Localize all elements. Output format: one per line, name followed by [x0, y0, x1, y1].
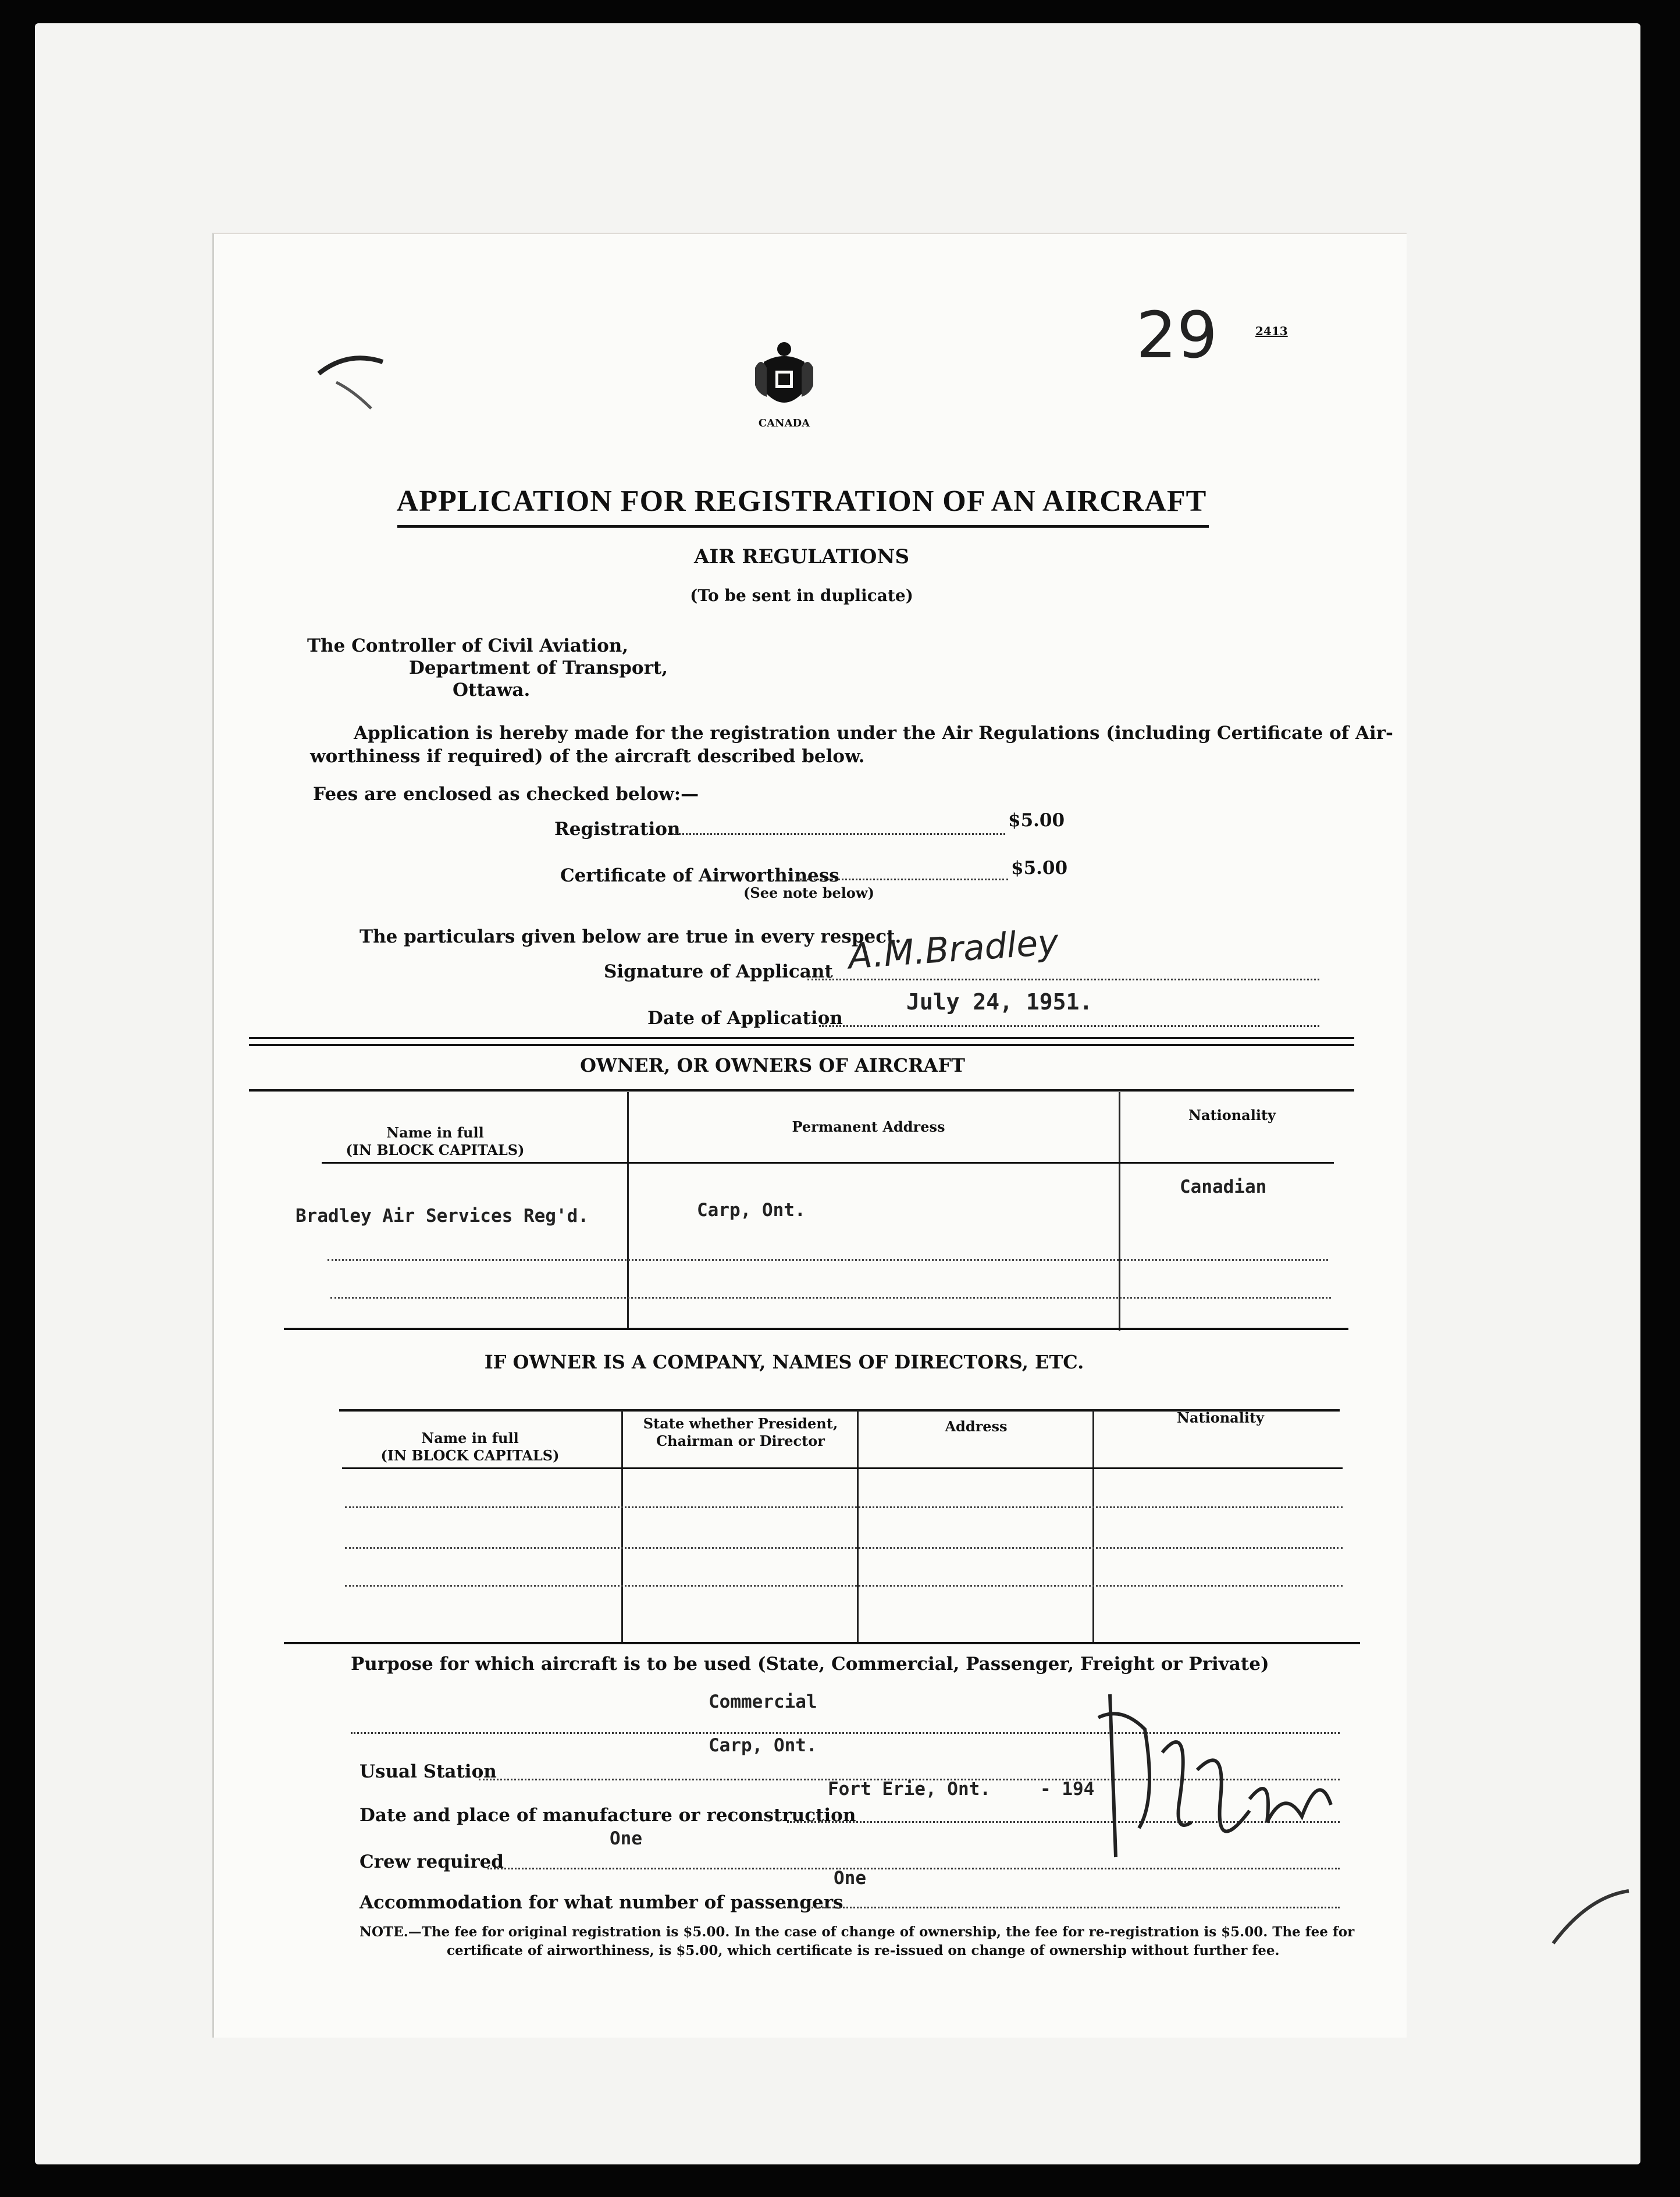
scan-edge-mark-icon [1547, 1885, 1635, 1955]
owners-head-rule [249, 1089, 1354, 1092]
directors-row-line-1 [345, 1505, 1343, 1508]
scan-background [35, 23, 1640, 2164]
owner-address: Carp, Ont. [697, 1200, 806, 1221]
owners-col-nationality: Nationality [1188, 1107, 1276, 1124]
crew-label: Crew required [360, 1851, 504, 1872]
crew-value: One [610, 1828, 642, 1849]
form-title: APPLICATION FOR REGISTRATION OF AN AIRCRAFT [396, 485, 1207, 518]
usual-station-label: Usual Station [360, 1761, 497, 1782]
directors-heading: IF OWNER IS A COMPANY, NAMES OF DIRECTORS, ETC. [484, 1351, 1084, 1373]
airworthiness-label: Certificate of Airworthiness [560, 865, 839, 886]
passengers-label: Accommodation for what number of passengers [360, 1892, 843, 1913]
owners-top-rule-2 [249, 1044, 1354, 1046]
note-line-2: certificate of airworthiness, is $5.00, which certificate is re-issued on change of ownership without further fee. [447, 1943, 1280, 1958]
declaration: The particulars given below are true in every respect. [360, 926, 902, 947]
owners-row-line-2 [330, 1296, 1331, 1299]
directors-col-name-1: Name in full [421, 1430, 519, 1446]
handwritten-initials-icon [1075, 1683, 1354, 1892]
owners-top-rule-1 [249, 1037, 1354, 1039]
application-text-2: worthiness if required) of the aircraft described below. [310, 746, 865, 767]
directors-col-role-1: State whether President, [643, 1415, 838, 1432]
airworthiness-leader [796, 879, 1008, 880]
directors-top-rule [284, 1328, 1348, 1330]
note-line-1: NOTE.—The fee for original registration is $5.00. In the case of change of ownership, the fee for re-registration is $5.00. The fee for [360, 1924, 1355, 1940]
directors-col-name [354, 1430, 586, 1464]
directors-divider-1 [621, 1410, 623, 1643]
owners-row-line-1 [328, 1258, 1328, 1261]
owners-col-name [319, 1124, 551, 1159]
coat-of-arms-icon [752, 339, 816, 414]
directors-row-line-3 [345, 1584, 1343, 1587]
passengers-line [784, 1907, 1340, 1908]
registration-label: Registration [554, 819, 681, 840]
addressee-line-3: Ottawa. [453, 680, 531, 701]
owners-header-bottom [322, 1162, 1334, 1164]
owners-divider-1 [627, 1092, 629, 1328]
manufacture-year: - 194 [1040, 1779, 1095, 1800]
addressee-line-2: Department of Transport, [409, 657, 668, 678]
owners-col-name-1: Name in full [386, 1124, 484, 1141]
registration-fee: $5.00 [1008, 810, 1065, 831]
purpose-label: Purpose for which aircraft is to be used (State, Commercial, Passenger, Freight or Private) [351, 1654, 1269, 1675]
page-number: 29 [1136, 298, 1218, 372]
directors-divider-3 [1092, 1410, 1094, 1643]
addressee-line-1: The Controller of Civil Aviation, [307, 635, 629, 656]
instruction: (To be sent in duplicate) [690, 586, 913, 605]
owners-col-address: Permanent Address [792, 1118, 945, 1135]
directors-col-name-2: (IN BLOCK CAPITALS) [380, 1447, 560, 1464]
applicant-signature: A.M.Bradley [846, 922, 1060, 977]
signature-line [807, 979, 1319, 980]
title-underline [397, 525, 1209, 528]
form-page [212, 233, 1407, 2038]
directors-col-role [627, 1415, 854, 1450]
form-number: 2413 [1255, 324, 1288, 338]
date-line [819, 1025, 1319, 1027]
crest-label: CANADA [758, 417, 810, 429]
owners-divider-2 [1119, 1092, 1120, 1331]
date-label: Date of Application [647, 1008, 843, 1029]
purpose-value: Commercial [709, 1691, 817, 1712]
application-text-1: Application is hereby made for the registration under the Air Regulations (including Certificate of Air- [354, 723, 1393, 744]
directors-divider-2 [857, 1410, 859, 1643]
manufacture-value: Fort Erie, Ont. [828, 1779, 991, 1800]
directors-col-role-2: Chairman or Director [656, 1432, 825, 1449]
usual-station-value: Carp, Ont. [709, 1735, 817, 1756]
date-value: July 24, 1951. [906, 989, 1093, 1015]
owner-name: Bradley Air Services Reg'd. [296, 1206, 589, 1227]
directors-bottom-rule [284, 1642, 1360, 1644]
directors-col-address: Address [945, 1418, 1008, 1435]
owners-col-name-2: (IN BLOCK CAPITALS) [346, 1142, 525, 1158]
airworthiness-fee: $5.00 [1011, 858, 1068, 879]
registration-leader [668, 833, 1005, 835]
directors-header-bottom [342, 1467, 1343, 1469]
manufacture-label: Date and place of manufacture or reconstruction [360, 1805, 856, 1826]
airworthiness-note: (See note below) [743, 884, 874, 901]
form-subtitle: AIR REGULATIONS [693, 545, 910, 568]
signature-label: Signature of Applicant [604, 961, 833, 982]
directors-col-nationality: Nationality [1177, 1409, 1264, 1426]
owner-nationality: Canadian [1180, 1176, 1267, 1197]
owners-heading: OWNER, OR OWNERS OF AIRCRAFT [580, 1054, 965, 1076]
stamp-mark-icon [313, 350, 400, 414]
directors-row-line-2 [345, 1546, 1343, 1549]
passengers-value: One [834, 1868, 866, 1889]
fees-heading: Fees are enclosed as checked below:— [313, 784, 699, 805]
